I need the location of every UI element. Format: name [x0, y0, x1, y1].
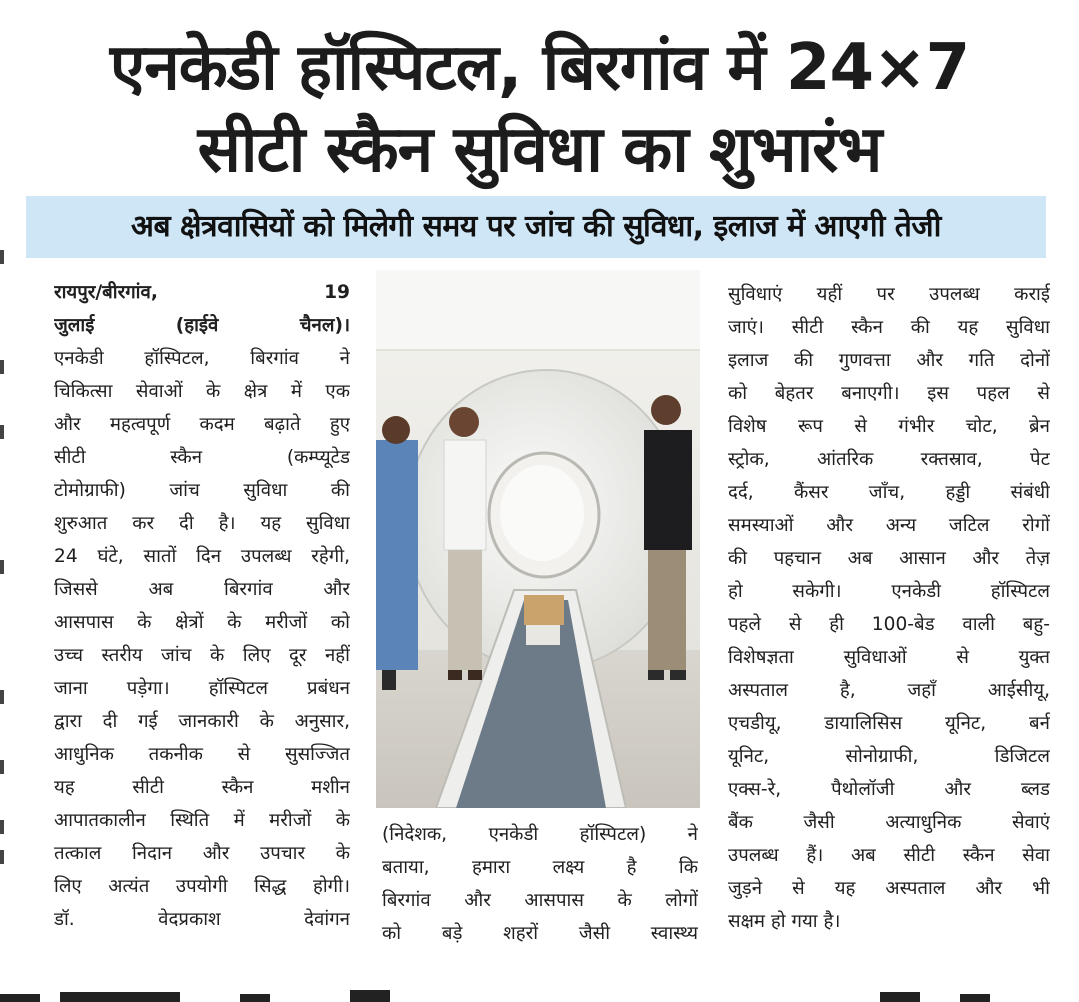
- text-line: हो सकेगी। एनकेडी हॉस्पिटल: [728, 581, 1050, 602]
- text-line: समस्याओं और अन्य जटिल रोगों: [728, 515, 1050, 536]
- text-line: शुरुआत कर दी है। यह सुविधा: [54, 513, 350, 534]
- dateline: रायपुर/बीरगांव, 19: [54, 282, 350, 303]
- text-line: डॉ. वेदप्रकाश देवांगन: [54, 909, 350, 930]
- ct-scanner-illustration: [376, 270, 700, 808]
- text-line: जाना पड़ेगा। हॉस्पिटल प्रबंधन: [54, 678, 350, 699]
- article-column-3: [728, 278, 1050, 938]
- text-line: बताया, हमारा लक्ष्य है कि: [382, 857, 698, 878]
- text-line: 24 घंटे, सातों दिन उपलब्ध रहेगी,: [54, 546, 350, 567]
- article-column-1: [54, 276, 350, 936]
- text-line: की पहचान अब आसान और तेज़: [728, 548, 1050, 569]
- text-line: जिससे अब बिरगांव और: [54, 579, 350, 600]
- text-line: अस्पताल है, जहाँ आईसीयू,: [728, 680, 1050, 701]
- text-line: यह सीटी स्कैन मशीन: [54, 777, 350, 798]
- margin-mark: [0, 690, 4, 704]
- text-line: को बड़े शहरों जैसी स्वास्थ्य: [382, 923, 698, 944]
- next-article-cutoff: [0, 982, 1079, 1002]
- text-line: दर्द, कैंसर जाँच, हड्डी संबंधी: [728, 482, 1050, 503]
- text-line: इलाज की गुणवत्ता और गति दोनों: [728, 350, 1050, 371]
- text-line: और महत्वपूर्ण कदम बढ़ाते हुए: [54, 414, 350, 435]
- text-line: सीटी स्कैन (कम्प्यूटेड: [54, 447, 350, 468]
- text-line: एनकेडी हॉस्पिटल, बिरगांव ने: [54, 348, 350, 369]
- ct-scanner-photo: [376, 270, 700, 808]
- text-line: (निदेशक, एनकेडी हॉस्पिटल) ने: [382, 824, 698, 845]
- text-line: एचडीयू, डायालिसिस यूनिट, बर्न: [728, 713, 1050, 734]
- text-line: उच्च स्तरीय जांच के लिए दूर नहीं: [54, 645, 350, 666]
- margin-mark: [0, 760, 4, 774]
- margin-mark: [0, 820, 4, 834]
- text-line: पहले से ही 100-बेड वाली बहु-: [728, 614, 1050, 635]
- text-line: लिए अत्यंत उपयोगी सिद्ध होगी।: [54, 876, 350, 897]
- text-line: को बेहतर बनाएगी। इस पहल से: [728, 383, 1050, 404]
- text-line: विशेष रूप से गंभीर चोट, ब्रेन: [728, 416, 1050, 437]
- text-line: आसपास के क्षेत्रों के मरीजों को: [54, 612, 350, 633]
- margin-mark: [0, 360, 4, 374]
- text-line: उपलब्ध हैं। अब सीटी स्कैन सेवा: [728, 845, 1050, 866]
- text-line: द्वारा दी गई जानकारी के अनुसार,: [54, 711, 350, 732]
- margin-mark: [0, 250, 4, 264]
- text-line: जुड़ने से यह अस्पताल और भी: [728, 878, 1050, 899]
- margin-mark: [0, 850, 4, 864]
- text-line: विशेषज्ञता सुविधाओं से युक्त: [728, 647, 1050, 668]
- margin-mark: [0, 560, 4, 574]
- text-line: यूनिट, सोनोग्राफी, डिजिटल: [728, 746, 1050, 767]
- text-line: स्ट्रोक, आंतरिक रक्तस्राव, पेट: [728, 449, 1050, 470]
- headline-line-2: सीटी स्कैन सुविधा का शुभारंभ: [197, 113, 882, 187]
- cutoff-strokes: [0, 982, 1079, 1002]
- text-line: चिकित्सा सेवाओं के क्षेत्र में एक: [54, 381, 350, 402]
- text-line: एक्स-रे, पैथोलॉजी और ब्लड: [728, 779, 1050, 800]
- text-line: बिरगांव और आसपास के लोगों: [382, 890, 698, 911]
- text-line: बैंक जैसी अत्याधुनिक सेवाएं: [728, 812, 1050, 833]
- text-line: आपातकालीन स्थिति में मरीजों के: [54, 810, 350, 831]
- text-line: जाएं। सीटी स्कैन की यह सुविधा: [728, 317, 1050, 338]
- text-line: आधुनिक तकनीक से सुसज्जित: [54, 744, 350, 765]
- margin-mark: [0, 425, 4, 439]
- subheadline: अब क्षेत्रवासियों को मिलेगी समय पर जांच की सुविधा, इलाज में आएगी तेजी: [131, 209, 941, 244]
- text-line: सक्षम हो गया है।: [728, 911, 841, 932]
- text-line: सुविधाएं यहीं पर उपलब्ध कराई: [728, 284, 1050, 305]
- text-line: तत्काल निदान और उपचार के: [54, 843, 350, 864]
- headline-line-1: एनकेडी हॉस्पिटल, बिरगांव में 24×7: [109, 31, 970, 105]
- text-line: जुलाई (हाईवे चैनल)।: [54, 315, 350, 336]
- text-line: टोमोग्राफी) जांच सुविधा की: [54, 480, 350, 501]
- article-column-2: [382, 818, 698, 950]
